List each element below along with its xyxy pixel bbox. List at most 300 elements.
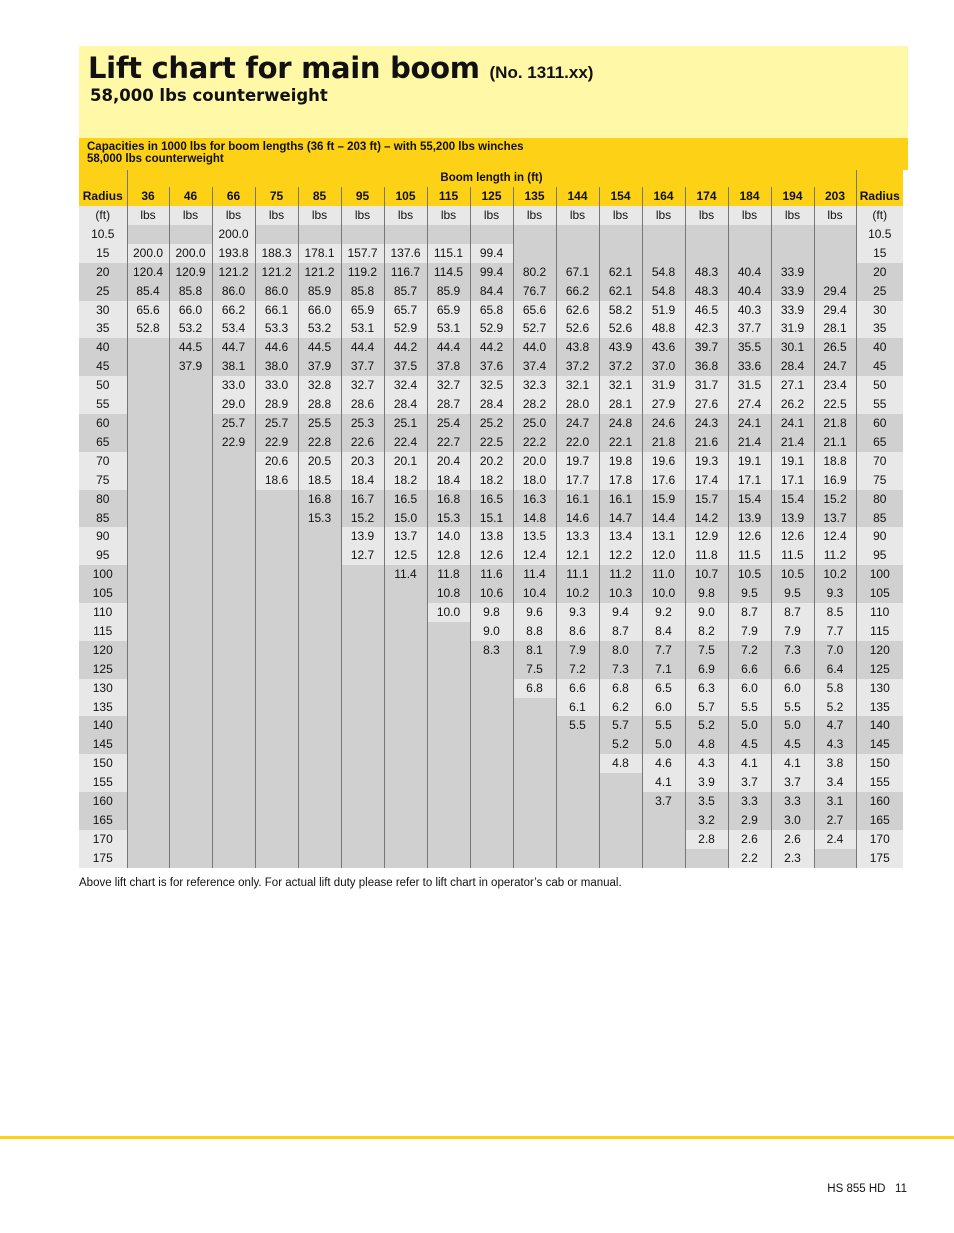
capacity-cell: 8.2 [685,622,728,641]
capacity-cell: 121.2 [255,263,298,282]
capacity-cell [212,452,255,471]
capacity-cell: 22.9 [212,433,255,452]
capacity-cell: 31.5 [728,376,771,395]
capacity-cell: 13.7 [814,509,856,528]
capacity-cell: 15.3 [427,509,470,528]
capacity-cell: 6.2 [599,698,642,717]
capacity-cell: 15.0 [384,509,427,528]
radius-value: 145 [79,735,127,754]
capacity-cell [470,754,513,773]
capacity-cell [470,225,513,244]
capacity-cell: 5.8 [814,679,856,698]
capacity-cell: 13.1 [642,527,685,546]
capacity-cell: 2.4 [814,830,856,849]
capacity-cell: 32.1 [599,376,642,395]
capacity-cell [127,698,169,717]
capacity-cell: 99.4 [470,244,513,263]
radius-value-right: 150 [856,754,903,773]
table-row [79,376,903,395]
capacity-cell: 12.6 [728,527,771,546]
radius-value-right: 85 [856,509,903,528]
table-row [79,754,903,773]
table-row [79,622,903,641]
capacity-cell [642,811,685,830]
boom-length-header: 174 [685,187,728,206]
radius-value-right: 10.5 [856,225,903,244]
capacity-cell [169,509,212,528]
capacity-cell: 21.4 [771,433,814,452]
capacity-cell [384,603,427,622]
capacity-cell [127,849,169,868]
capacity-cell [341,735,384,754]
capacity-cell [255,603,298,622]
capacity-cell: 32.5 [470,376,513,395]
capacity-cell: 15.2 [814,490,856,509]
capacity-cell [255,698,298,717]
capacity-cell: 52.6 [599,319,642,338]
capacity-cell: 14.6 [556,509,599,528]
capacity-cell: 53.1 [427,319,470,338]
capacity-cell: 20.2 [470,452,513,471]
table-row [79,849,903,868]
caption-line-1: Capacities in 1000 lbs for boom lengths (36 ft – 203 ft) – with 55,200 lbs winches [87,141,524,153]
capacity-cell: 10.7 [685,565,728,584]
capacity-cell: 17.1 [728,471,771,490]
radius-value-right: 160 [856,792,903,811]
capacity-cell: 15.2 [341,509,384,528]
radius-value-right: 95 [856,546,903,565]
capacity-cell: 44.2 [384,338,427,357]
capacity-cell: 66.2 [212,301,255,320]
capacity-cell: 3.7 [728,773,771,792]
capacity-cell: 22.5 [470,433,513,452]
capacity-cell [127,792,169,811]
capacity-cell: 44.5 [169,338,212,357]
capacity-cell: 8.4 [642,622,685,641]
capacity-cell: 7.7 [642,641,685,660]
capacity-cell: 8.7 [599,622,642,641]
capacity-cell [169,584,212,603]
capacity-cell: 27.4 [728,395,771,414]
capacity-cell: 12.1 [556,546,599,565]
reference-note: Above lift chart is for reference only. For actual lift duty please refer to lift chart in operator’s cab or manual. [79,877,622,889]
capacity-cell: 2.9 [728,811,771,830]
capacity-cell: 3.7 [642,792,685,811]
capacity-cell: 20.4 [427,452,470,471]
capacity-cell [212,679,255,698]
value-unit: lbs [298,206,341,225]
capacity-cell: 15.1 [470,509,513,528]
capacity-cell: 16.9 [814,471,856,490]
capacity-cell: 33.6 [728,357,771,376]
capacity-cell: 4.8 [685,735,728,754]
capacity-cell [298,603,341,622]
table-row [79,603,903,622]
capacity-cell: 13.9 [341,527,384,546]
capacity-cell: 12.2 [599,546,642,565]
capacity-cell [169,716,212,735]
capacity-cell: 4.1 [728,754,771,773]
capacity-cell [685,244,728,263]
capacity-cell [384,660,427,679]
capacity-cell [513,830,556,849]
capacity-cell [212,660,255,679]
capacity-cell: 52.8 [127,319,169,338]
capacity-cell: 36.8 [685,357,728,376]
capacity-cell: 28.6 [341,395,384,414]
capacity-cell [599,792,642,811]
capacity-cell: 8.0 [599,641,642,660]
capacity-cell: 25.2 [470,414,513,433]
capacity-cell [513,811,556,830]
capacity-cell: 5.2 [599,735,642,754]
capacity-cell: 85.7 [384,282,427,301]
capacity-cell: 48.8 [642,319,685,338]
radius-value: 135 [79,698,127,717]
capacity-cell [169,698,212,717]
capacity-cell: 121.2 [212,263,255,282]
capacity-cell: 67.1 [556,263,599,282]
capacity-cell: 32.7 [427,376,470,395]
capacity-cell [298,792,341,811]
table-row [79,338,903,357]
capacity-cell: 48.3 [685,263,728,282]
capacity-cell: 16.8 [298,490,341,509]
capacity-cell: 21.4 [728,433,771,452]
radius-value-right: 170 [856,830,903,849]
radius-value-right: 155 [856,773,903,792]
capacity-cell: 19.1 [771,452,814,471]
capacity-cell: 12.8 [427,546,470,565]
radius-value: 90 [79,527,127,546]
capacity-cell: 11.5 [728,546,771,565]
capacity-cell: 6.6 [771,660,814,679]
capacity-cell: 6.8 [599,679,642,698]
capacity-cell: 8.6 [556,622,599,641]
page-title: Lift chart for main boom (No. 1311.xx) [88,51,594,85]
capacity-cell: 32.8 [298,376,341,395]
capacity-cell [556,830,599,849]
capacity-cell [255,622,298,641]
table-row [79,490,903,509]
capacity-cell [212,735,255,754]
radius-value: 25 [79,282,127,301]
capacity-cell [255,773,298,792]
boom-length-header: 184 [728,187,771,206]
radius-value-right: 100 [856,565,903,584]
capacity-cell [255,641,298,660]
capacity-cell: 9.2 [642,603,685,622]
capacity-cell: 18.6 [255,471,298,490]
capacity-cell: 10.5 [771,565,814,584]
capacity-cell [384,754,427,773]
radius-value-right: 80 [856,490,903,509]
capacity-cell [341,830,384,849]
capacity-cell: 44.4 [341,338,384,357]
capacity-cell [513,735,556,754]
radius-value: 125 [79,660,127,679]
capacity-cell: 24.7 [814,357,856,376]
capacity-cell: 85.9 [298,282,341,301]
capacity-cell: 28.4 [470,395,513,414]
capacity-cell [127,490,169,509]
capacity-cell: 16.5 [470,490,513,509]
capacity-cell: 17.6 [642,471,685,490]
capacity-cell: 178.1 [298,244,341,263]
capacity-cell: 11.2 [599,565,642,584]
capacity-cell: 37.9 [169,357,212,376]
capacity-cell [127,338,169,357]
capacity-cell: 5.0 [642,735,685,754]
capacity-cell: 188.3 [255,244,298,263]
capacity-cell [212,584,255,603]
boom-length-header: 85 [298,187,341,206]
radius-value-right: 125 [856,660,903,679]
capacity-cell: 6.9 [685,660,728,679]
capacity-cell [169,490,212,509]
capacity-cell [127,357,169,376]
capacity-cell [127,433,169,452]
radius-value: 105 [79,584,127,603]
capacity-cell: 20.6 [255,452,298,471]
table-row [79,282,903,301]
capacity-cell: 43.9 [599,338,642,357]
capacity-cell: 53.1 [341,319,384,338]
capacity-cell: 66.1 [255,301,298,320]
capacity-cell [599,225,642,244]
capacity-cell: 4.5 [771,735,814,754]
capacity-cell: 3.0 [771,811,814,830]
capacity-cell [255,735,298,754]
capacity-cell: 10.6 [470,584,513,603]
capacity-cell [169,622,212,641]
capacity-cell: 31.9 [771,319,814,338]
capacity-cell: 5.0 [728,716,771,735]
capacity-cell: 40.3 [728,301,771,320]
capacity-cell: 5.5 [556,716,599,735]
capacity-cell: 16.1 [556,490,599,509]
capacity-cell [212,509,255,528]
capacity-cell: 33.9 [771,301,814,320]
capacity-cell: 20.1 [384,452,427,471]
capacity-cell [212,773,255,792]
capacity-cell [127,395,169,414]
capacity-cell: 18.4 [427,471,470,490]
table-row [79,244,903,263]
capacity-cell: 11.8 [685,546,728,565]
capacity-cell: 4.1 [642,773,685,792]
capacity-cell: 16.7 [341,490,384,509]
radius-value-right: 50 [856,376,903,395]
capacity-cell [169,225,212,244]
capacity-cell: 11.2 [814,546,856,565]
capacity-cell [255,546,298,565]
capacity-cell: 29.4 [814,301,856,320]
capacity-cell: 85.8 [169,282,212,301]
capacity-cell [384,773,427,792]
capacity-cell: 35.5 [728,338,771,357]
value-unit: lbs [556,206,599,225]
capacity-cell: 28.1 [599,395,642,414]
capacity-cell: 17.8 [599,471,642,490]
table-row [79,792,903,811]
table-row [79,735,903,754]
capacity-cell: 44.5 [298,338,341,357]
value-unit: lbs [212,206,255,225]
capacity-cell: 6.1 [556,698,599,717]
capacity-cell [470,735,513,754]
capacity-cell [728,225,771,244]
capacity-cell: 32.1 [556,376,599,395]
capacity-cell: 22.0 [556,433,599,452]
page-footer [827,1183,907,1195]
capacity-cell [169,565,212,584]
capacity-cell: 4.3 [685,754,728,773]
radius-value: 120 [79,641,127,660]
capacity-cell: 157.7 [341,244,384,263]
capacity-cell [212,754,255,773]
capacity-cell [298,660,341,679]
capacity-cell: 42.3 [685,319,728,338]
radius-value-right: 15 [856,244,903,263]
capacity-cell [384,584,427,603]
capacity-cell [470,849,513,868]
radius-value-right: 25 [856,282,903,301]
capacity-cell: 30.1 [771,338,814,357]
capacity-cell [212,546,255,565]
capacity-cell: 7.9 [771,622,814,641]
capacity-cell [127,376,169,395]
capacity-cell: 43.8 [556,338,599,357]
capacity-cell: 24.3 [685,414,728,433]
capacity-cell: 3.7 [771,773,814,792]
capacity-cell: 200.0 [169,244,212,263]
capacity-cell: 5.5 [771,698,814,717]
capacity-cell: 40.4 [728,282,771,301]
capacity-cell: 37.6 [470,357,513,376]
capacity-cell: 15.3 [298,509,341,528]
capacity-cell: 11.4 [513,565,556,584]
capacity-cell [384,830,427,849]
radius-value-right: 145 [856,735,903,754]
table-row [79,565,903,584]
capacity-cell [127,603,169,622]
capacity-cell [427,811,470,830]
capacity-cell [169,679,212,698]
radius-value: 65 [79,433,127,452]
capacity-cell: 25.3 [341,414,384,433]
capacity-cell: 17.7 [556,471,599,490]
radius-value-right: 105 [856,584,903,603]
capacity-cell [298,679,341,698]
capacity-cell [341,773,384,792]
capacity-cell [212,849,255,868]
capacity-cell [427,849,470,868]
capacity-cell [384,811,427,830]
capacity-cell [255,811,298,830]
capacity-cell: 2.6 [771,830,814,849]
capacity-cell [169,660,212,679]
capacity-cell [341,792,384,811]
capacity-cell: 13.9 [771,509,814,528]
capacity-cell [599,830,642,849]
capacity-cell: 3.8 [814,754,856,773]
capacity-cell: 5.2 [685,716,728,735]
capacity-cell: 53.4 [212,319,255,338]
capacity-cell: 21.1 [814,433,856,452]
boom-length-header: 164 [642,187,685,206]
capacity-cell [212,698,255,717]
capacity-cell [127,773,169,792]
table-row [79,660,903,679]
capacity-cell: 12.4 [513,546,556,565]
capacity-cell: 4.6 [642,754,685,773]
capacity-cell [685,225,728,244]
radius-value-right: 110 [856,603,903,622]
capacity-cell: 10.8 [427,584,470,603]
capacity-cell: 6.6 [728,660,771,679]
table-row [79,698,903,717]
capacity-cell: 37.4 [513,357,556,376]
radius-value: 10.5 [79,225,127,244]
value-unit: lbs [470,206,513,225]
header-row-units [79,206,903,225]
capacity-cell: 44.7 [212,338,255,357]
capacity-cell: 4.5 [728,735,771,754]
capacity-cell: 7.5 [513,660,556,679]
boom-length-header: 194 [771,187,814,206]
capacity-cell: 27.1 [771,376,814,395]
boom-length-header: 95 [341,187,384,206]
capacity-cell: 31.9 [642,376,685,395]
capacity-cell: 65.9 [341,301,384,320]
capacity-cell: 18.8 [814,452,856,471]
capacity-cell [169,471,212,490]
table-row [79,301,903,320]
capacity-cell [169,433,212,452]
table-row [79,319,903,338]
capacity-cell [212,622,255,641]
capacity-cell: 7.2 [728,641,771,660]
capacity-cell: 13.9 [728,509,771,528]
radius-value: 165 [79,811,127,830]
capacity-cell: 15.9 [642,490,685,509]
value-unit: lbs [169,206,212,225]
capacity-cell: 13.8 [470,527,513,546]
capacity-cell: 28.2 [513,395,556,414]
capacity-cell: 6.4 [814,660,856,679]
capacity-cell: 51.9 [642,301,685,320]
capacity-cell: 6.3 [685,679,728,698]
capacity-cell [127,527,169,546]
capacity-cell [341,716,384,735]
capacity-cell [255,849,298,868]
header-row-boom-length [79,170,903,187]
capacity-cell: 38.1 [212,357,255,376]
capacity-cell: 200.0 [127,244,169,263]
capacity-cell: 28.9 [255,395,298,414]
capacity-cell [556,849,599,868]
capacity-cell [255,830,298,849]
capacity-cell: 5.2 [814,698,856,717]
table-row [79,263,903,282]
capacity-cell: 28.4 [384,395,427,414]
value-unit: lbs [127,206,169,225]
capacity-cell: 44.4 [427,338,470,357]
radius-value: 110 [79,603,127,622]
capacity-cell [127,830,169,849]
radius-value: 170 [79,830,127,849]
